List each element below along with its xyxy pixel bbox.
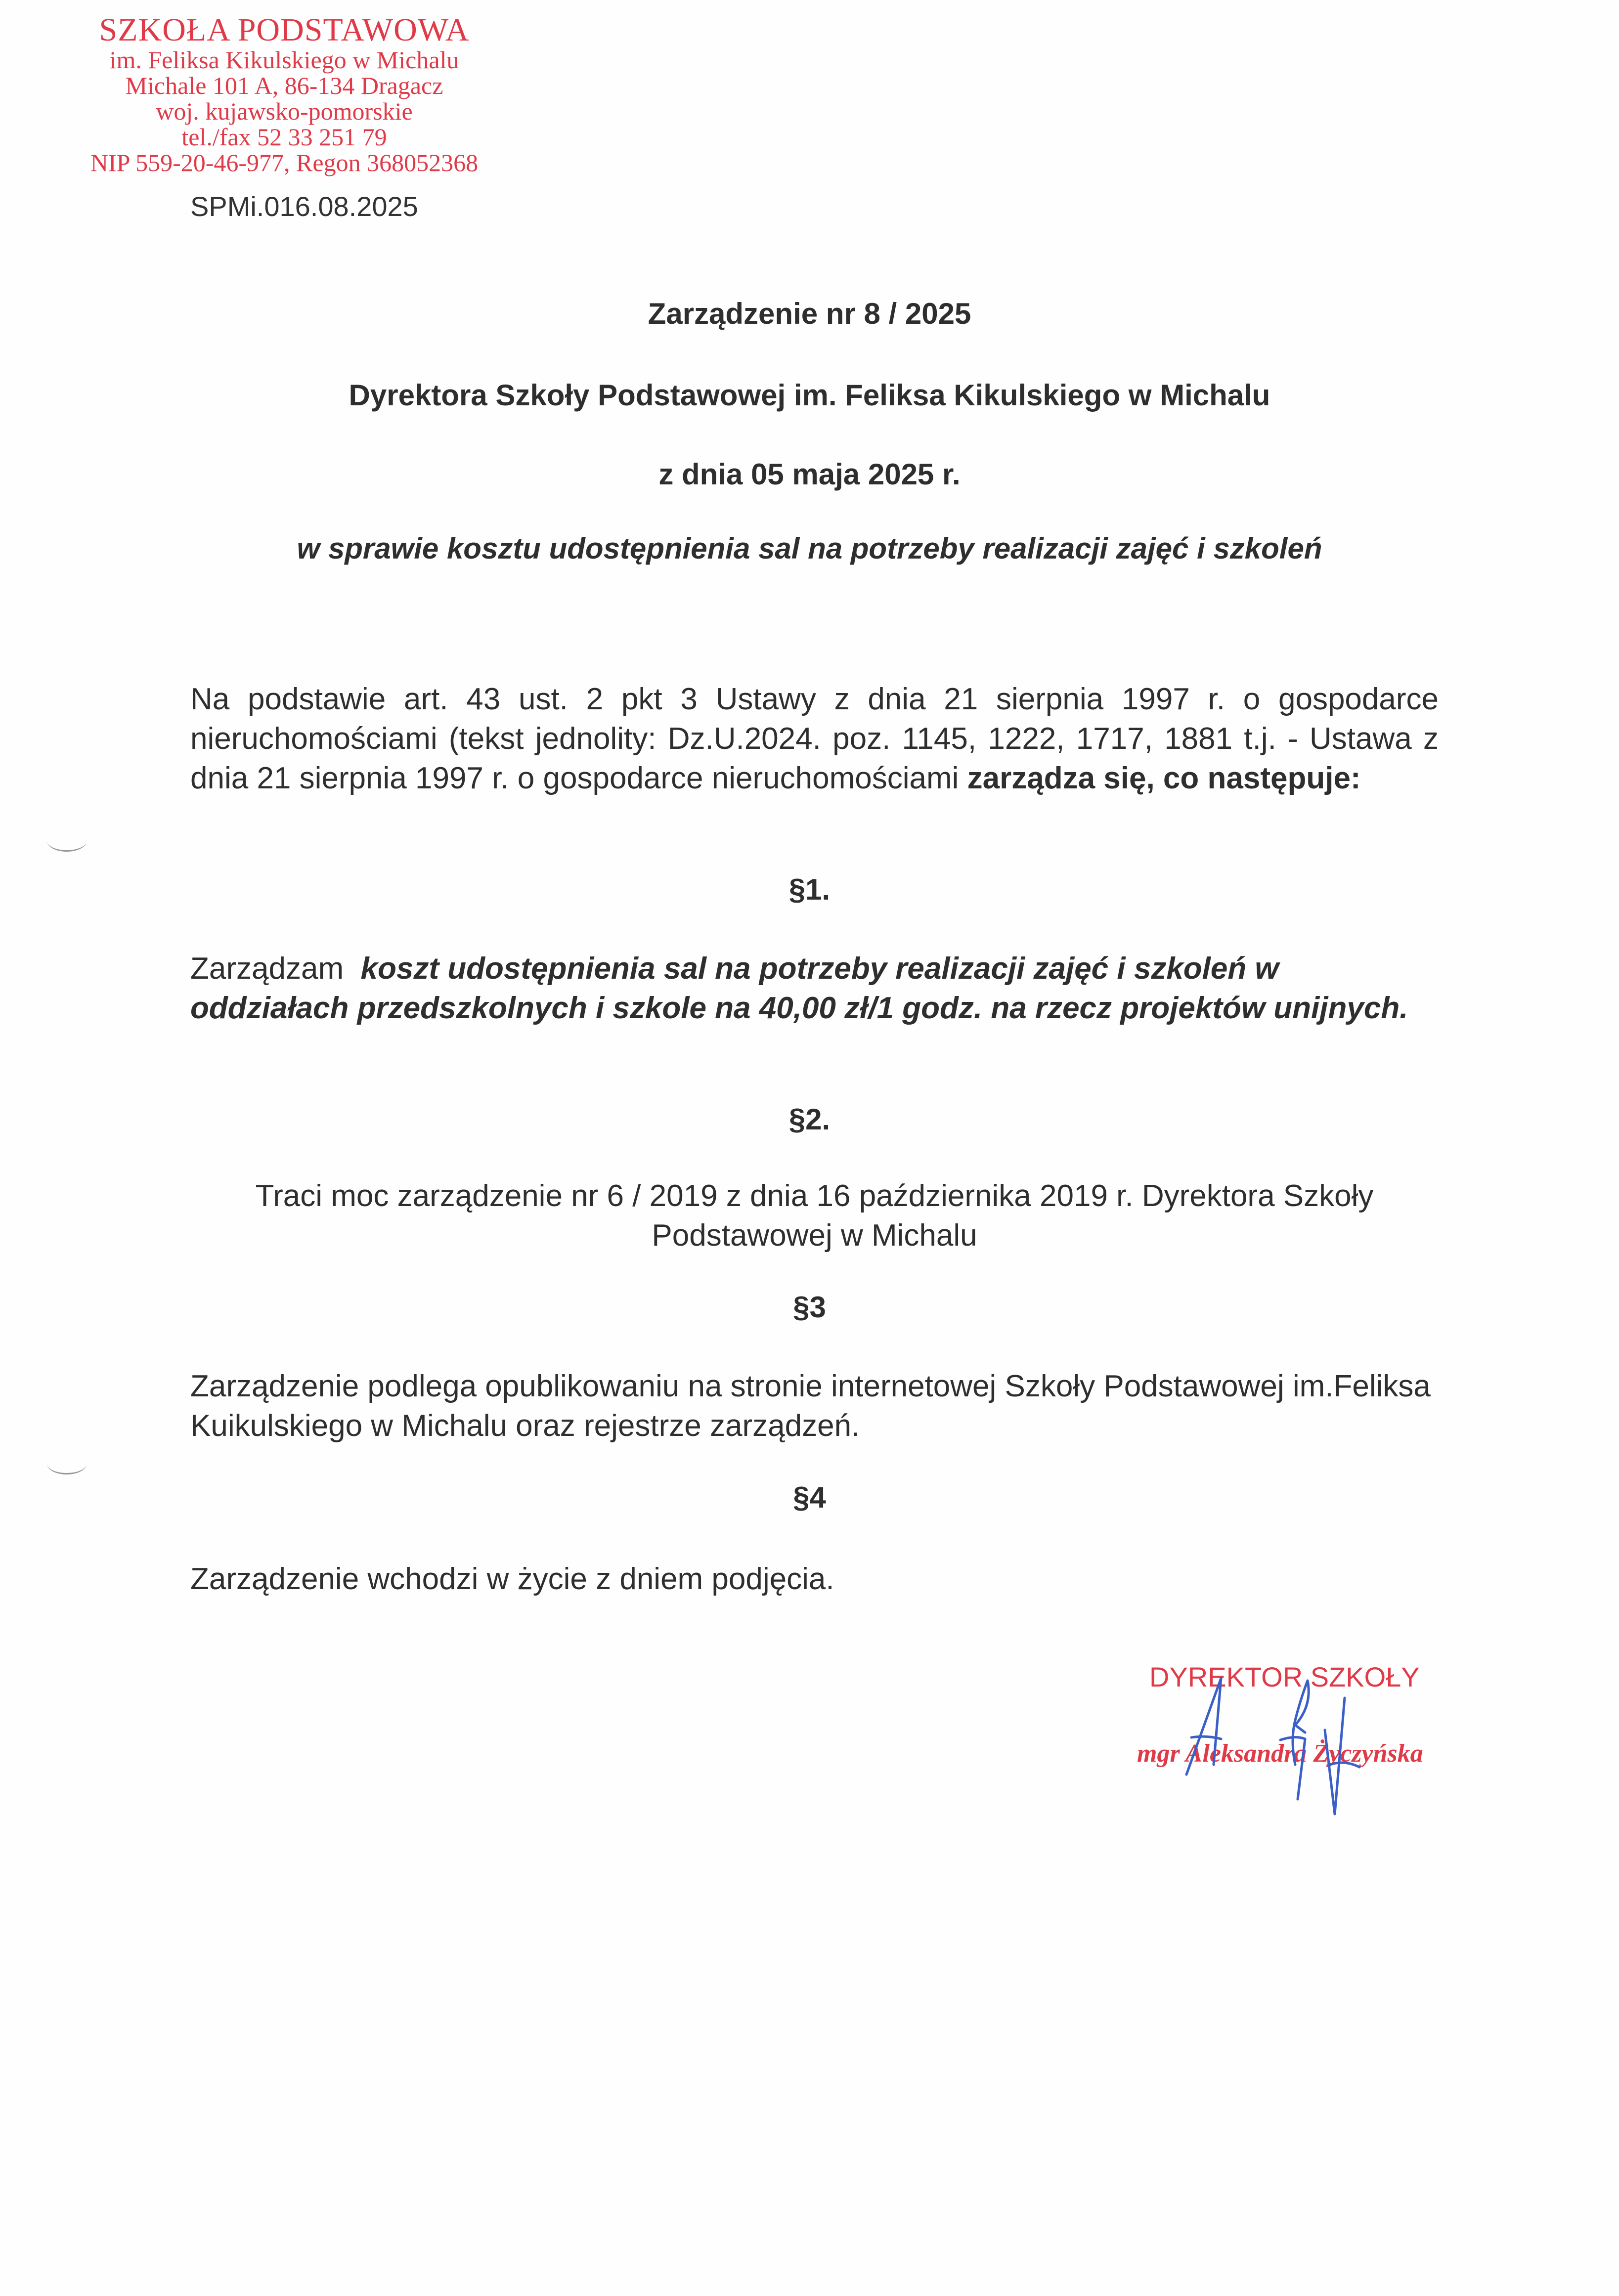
director-stamp-name: mgr Aleksandra Życzyńska (1137, 1739, 1423, 1768)
document-matter: w sprawie kosztu udostępnienia sal na potrzeby realizacji zajęć i szkoleń (297, 532, 1322, 565)
signature-block (1127, 1651, 1448, 1859)
section-4-mark: §4 (793, 1481, 826, 1514)
director-stamp-title: DYREKTOR SZKOŁY (1149, 1661, 1420, 1692)
stamp-patron: im. Feliksa Kikulskiego w Michalu (109, 46, 459, 74)
stamp-nip-regon: NIP 559-20-46-977, Regon 368052368 (90, 149, 479, 176)
reference-number: SPMi.016.08.2025 (190, 191, 418, 222)
section-2-mark: §2. (788, 1103, 831, 1136)
document-date: z dnia 05 maja 2025 r. (658, 458, 961, 491)
section-4-text: Zarządzenie wchodzi w życie z dniem podjęcia. (190, 1562, 834, 1596)
punch-hole-mark (47, 830, 87, 852)
section-2-text: Traci moc zarządzenie nr 6 / 2019 z dnia 16 października 2019 r. Dyrektora Szkoły Podstawowej w Michalu (255, 1179, 1374, 1253)
section-3-mark: §3 (793, 1291, 826, 1324)
section-3-text: Zarządzenie podlega opublikowaniu na stronie internetowej Szkoły Podstawowej im.Feliksa Kuikulskiego w Michalu oraz rejestrze zarządzeń. (190, 1369, 1431, 1443)
stamp-voivodeship: woj. kujawsko-pomorskie (156, 97, 413, 125)
legal-basis-text: Na podstawie art. 43 ust. 2 pkt 3 Ustawy z dnia 21 sierpnia 1997 r. o gospodarce nieruchomościami (tekst jednolity: Dz.U.2024. poz. 1145, 1222, 1717, 1881 t.j. - Ustawa z dnia 21 sierpnia 1997 r. o gospodarce nieruchomościami (190, 682, 1439, 795)
stamp-address: Michale 101 A, 86-134 Dragacz (125, 72, 443, 99)
document-title: Zarządzenie nr 8 / 2025 (648, 297, 971, 330)
stamp-phone: tel./fax 52 33 251 79 (181, 123, 387, 151)
section-1-decision: koszt udostępnienia sal na potrzeby realizacji zajęć i szkoleń w oddziałach przedszkolnych i szkole na 40,00 zł/1 godz. na rzecz projektów unijnych. (190, 952, 1408, 1025)
section-1-text (190, 949, 1439, 1028)
document-issuer: Dyrektora Szkoły Podstawowej im. Feliksa Kikulskiego w Michalu (349, 379, 1270, 412)
legal-basis-paragraph (190, 680, 1439, 798)
punch-hole-mark (47, 1453, 87, 1474)
section-1-lead: Zarządzam (190, 952, 361, 986)
stamp-school-name: SZKOŁA PODSTAWOWA (99, 12, 470, 48)
section-1-mark: §1. (788, 873, 831, 906)
handwritten-signature-icon (1127, 1651, 1448, 1859)
school-stamp (82, 14, 487, 175)
legal-basis-decree: zarządza się, co następuje: (967, 761, 1361, 795)
